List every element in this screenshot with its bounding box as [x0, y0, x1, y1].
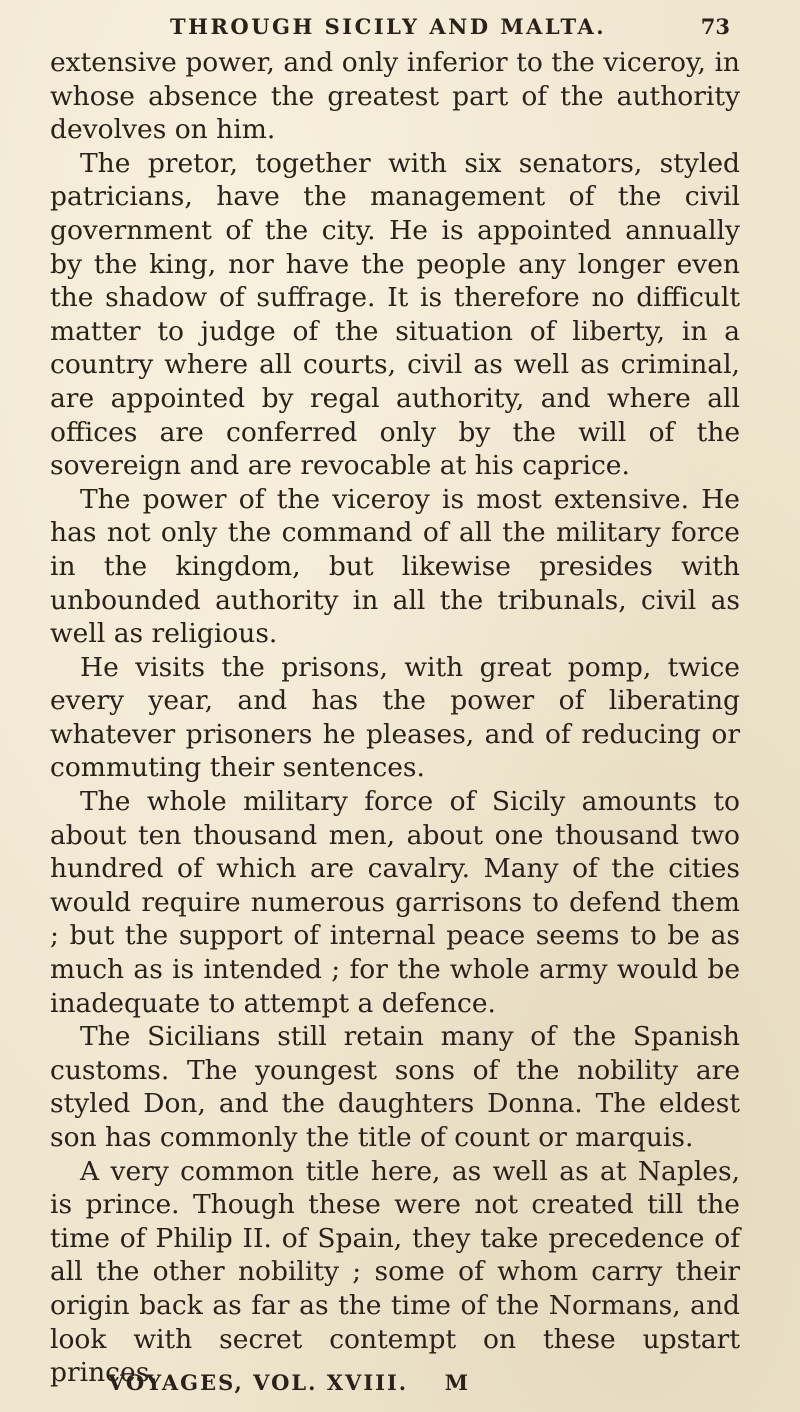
- paragraph: extensive power, and only inferior to the viceroy, in whose absence the greatest part of the authority devolves on him.: [50, 47, 740, 146]
- volume-line: VOYAGES, VOL. XVIII.: [108, 1370, 409, 1395]
- paragraph: He visits the prisons, with great pomp, twice every year, and has the power of liberating whatever prisoners he pleases, and of reducing or commuting their sentences.: [50, 651, 740, 784]
- paragraph: The Sicilians still retain many of the Spanish customs. The youngest sons of the nobility are styled Don, and the daughters Donna. The eldest son has commonly the title of count or marquis.: [50, 1021, 740, 1153]
- running-head: [50, 14, 740, 44]
- paragraph: The power of the viceroy is most extensive. He has not only the command of all the military force in the kingdom, but likewise presides with unbounded authority in all the tribunals, civil as well as religious.: [50, 483, 740, 650]
- paragraph: The whole military force of Sicily amounts to about ten thousand men, about one thousand two hundred of which are cavalry. Many of the cities would require numerous garrisons to defend them ; but the support of internal peace seems to be as much as is intended ; for the whole army would be inadequate to attempt a defence.: [50, 786, 740, 1019]
- signature-mark: M: [444, 1370, 470, 1395]
- paragraph: The pretor, together with six senators, styled patricians, have the management of the civil government of the city. He is appointed annually by the king, nor have the people any longer even the shadow of suffrage. It is therefore no difficult matter to judge of the situation of liberty, in a country where all courts, civil as well as criminal, are appointed by regal authority, and where all offices are conferred only by the will of the sovereign and are revocable at his caprice.: [50, 147, 740, 482]
- body-text: [50, 46, 740, 1390]
- page-number: 73: [700, 14, 730, 39]
- running-title: THROUGH SICILY AND MALTA.: [170, 14, 607, 39]
- page-footer: [108, 1370, 740, 1395]
- paragraph: A very common title here, as well as at Naples, is prince. Though these were not created till the time of Philip II. of Spain, they take precedence of all the other nobility ; some of whom carry their origin back as far as the time of the Normans, and look with secret contempt on these upstart princes.: [50, 1155, 740, 1389]
